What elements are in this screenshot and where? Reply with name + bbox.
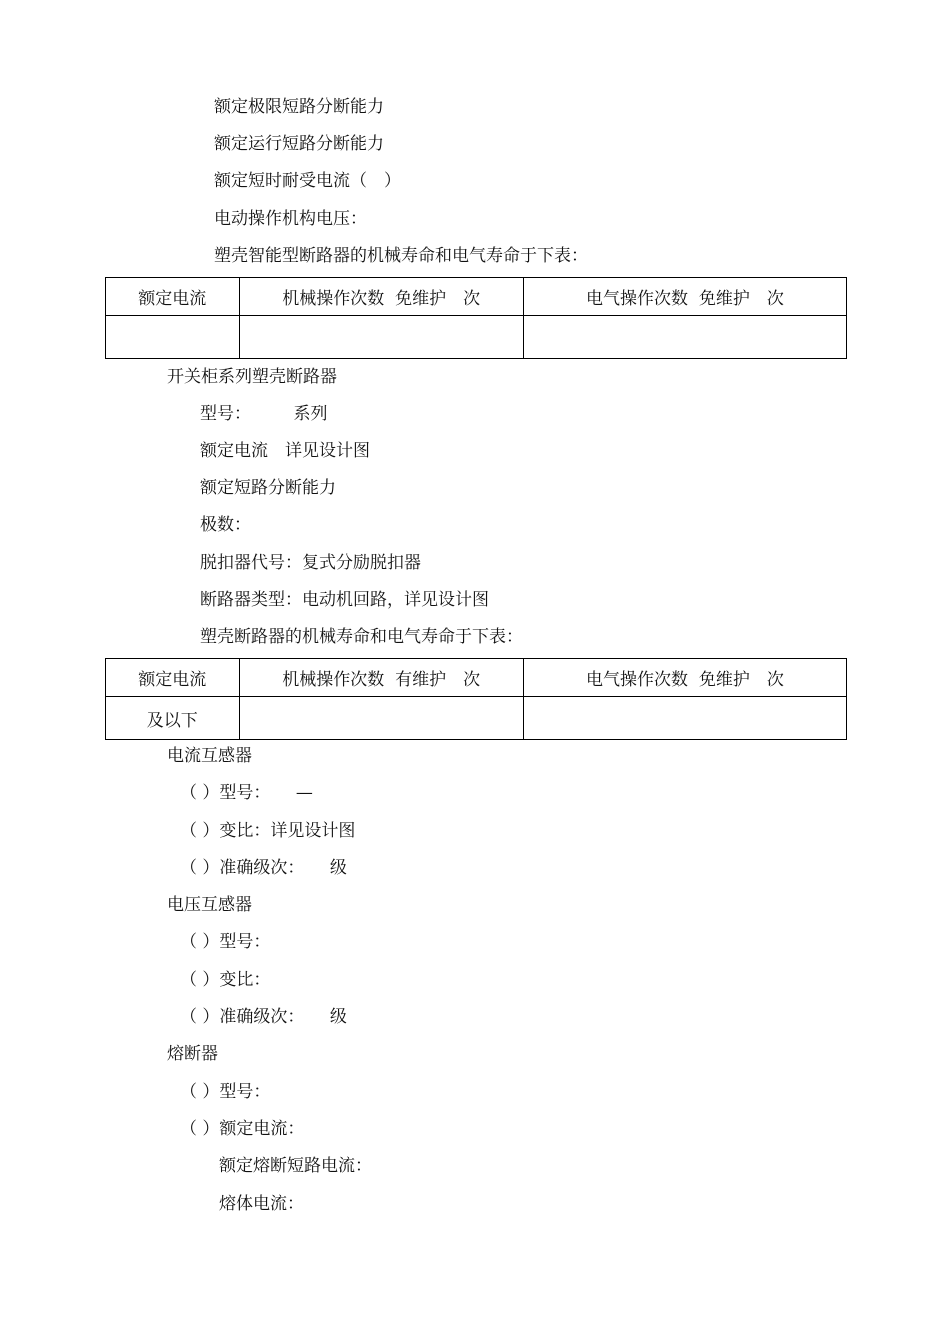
table-cell	[239, 697, 523, 740]
text-line: （ ）变比：	[180, 970, 271, 990]
text-line: 额定短路分断能力	[200, 478, 336, 498]
text-line: （ ）额定电流：	[180, 1119, 305, 1139]
table-cell	[523, 697, 846, 740]
text-line: （ ）型号： —	[180, 783, 313, 803]
text-line: 额定短时耐受电流（ ）	[214, 171, 401, 191]
text-line: 额定极限短路分断能力	[214, 97, 384, 117]
table-header-cell: 电气操作次数 免维护 次	[523, 659, 846, 697]
text-line: 塑壳断路器的机械寿命和电气寿命于下表：	[200, 627, 523, 647]
table-cell	[106, 316, 240, 359]
table-header-cell: 电气操作次数 免维护 次	[523, 278, 846, 316]
text-line: 额定电流 详见设计图	[200, 441, 370, 461]
table-header-row	[106, 659, 847, 697]
table-header-cell: 机械操作次数 有维护 次	[239, 659, 523, 697]
text-line: 额定熔断短路电流：	[219, 1156, 372, 1176]
table-header-cell: 额定电流	[106, 278, 240, 316]
section-heading: 电压互感器	[167, 895, 252, 915]
table-cell	[239, 316, 523, 359]
section-heading: 开关柜系列塑壳断路器	[167, 367, 337, 387]
life-table-2	[105, 658, 847, 740]
text-line: 极数：	[200, 515, 251, 535]
table-row	[106, 697, 847, 740]
section-heading: 熔断器	[167, 1044, 218, 1064]
text-line: 塑壳智能型断路器的机械寿命和电气寿命于下表：	[214, 246, 588, 266]
text-line: （ ）准确级次： 级	[180, 858, 347, 878]
text-line: 断路器类型：电动机回路，详见设计图	[200, 590, 489, 610]
text-line: （ ）型号：	[180, 1082, 271, 1102]
text-line: （ ）型号：	[180, 932, 271, 952]
life-table-1	[105, 277, 847, 359]
text-line: 电动操作机构电压：	[214, 209, 367, 229]
text-line: 型号： 系列	[200, 404, 328, 424]
text-line: 熔体电流：	[219, 1194, 304, 1214]
table-header-cell: 额定电流	[106, 659, 240, 697]
table-cell: 及以下	[106, 697, 240, 740]
text-line: （ ）变比：详见设计图	[180, 821, 356, 841]
text-line: 脱扣器代号：复式分励脱扣器	[200, 553, 421, 573]
table-row	[106, 316, 847, 359]
text-line: 额定运行短路分断能力	[214, 134, 384, 154]
table-cell	[523, 316, 846, 359]
text-line: （ ）准确级次： 级	[180, 1007, 347, 1027]
section-heading: 电流互感器	[167, 746, 252, 766]
table-header-row	[106, 278, 847, 316]
table-header-cell: 机械操作次数 免维护 次	[239, 278, 523, 316]
